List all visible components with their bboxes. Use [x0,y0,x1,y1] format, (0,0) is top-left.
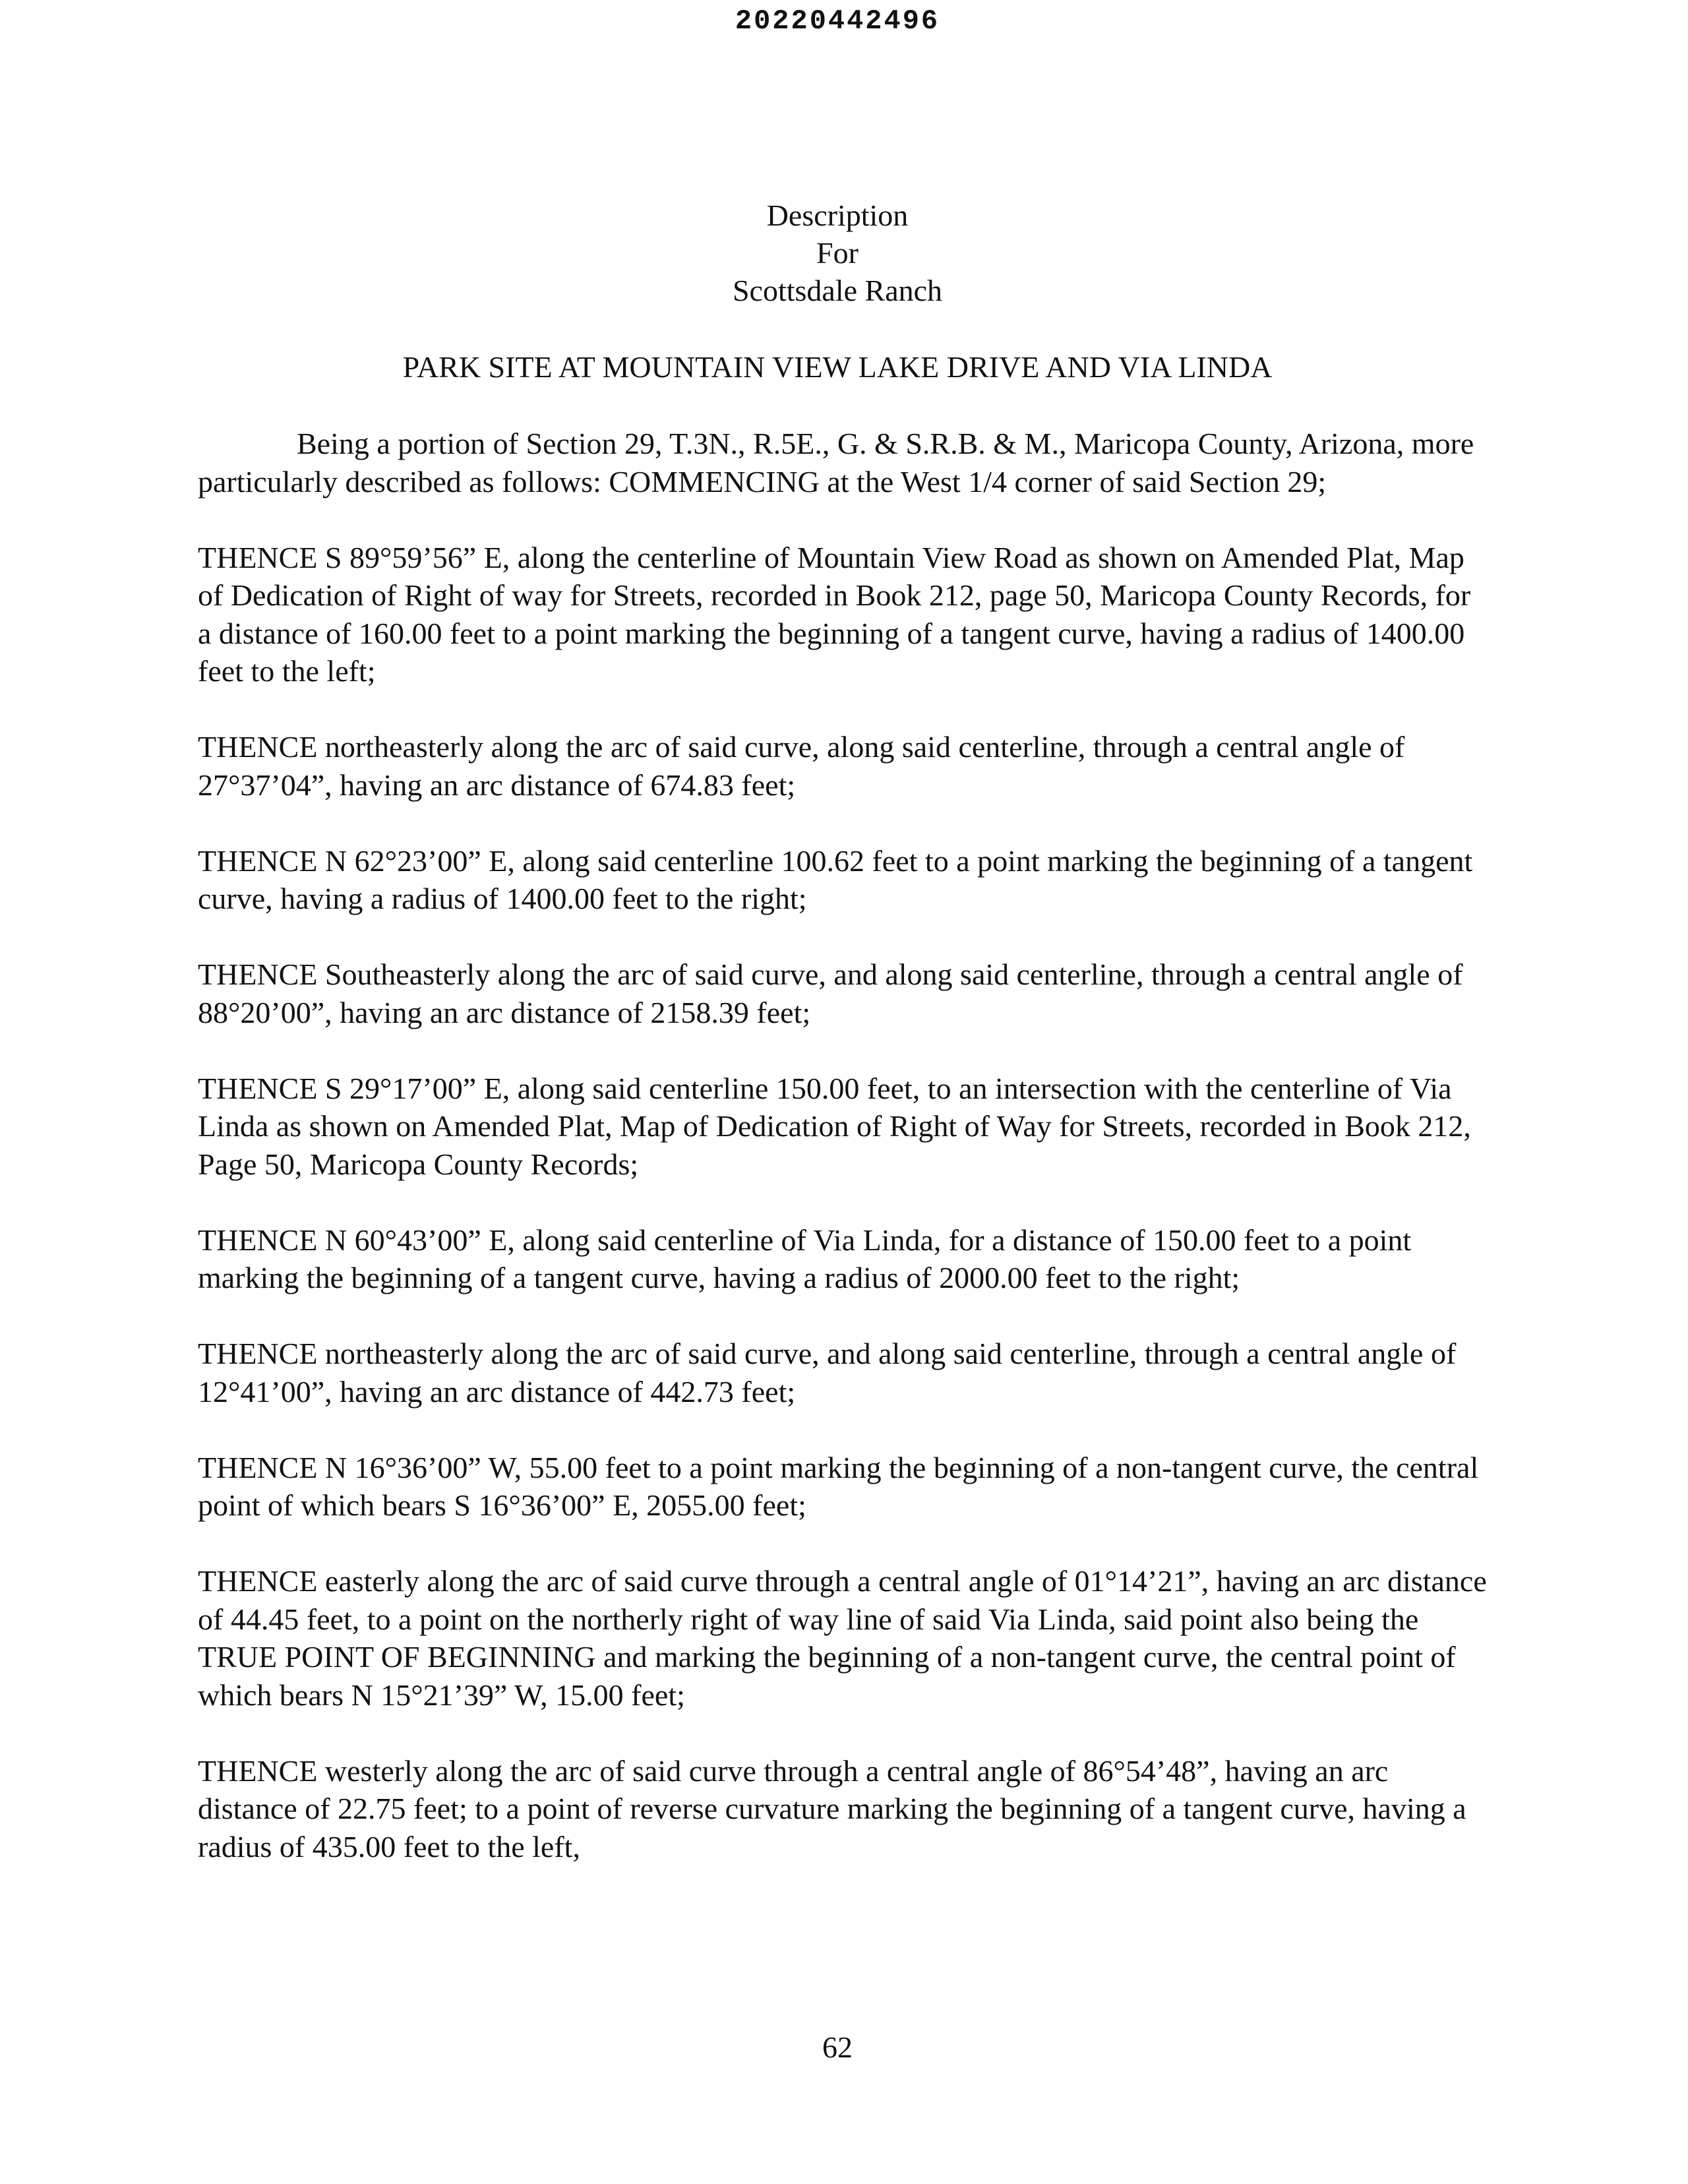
parcel-subtitle: PARK SITE AT MOUNTAIN VIEW LAKE DRIVE AND VIA LINDA [402,350,1273,384]
title-line-project: Scottsdale Ranch [732,274,943,307]
paragraph-intro: Being a portion of Section 29, T.3N., R.5E., G. & S.R.B. & M., Maricopa County, Arizona, more particularly described as follows: COMMENCING at the West 1/4 corner of said Section 29; [198,427,1474,499]
paragraph-course: THENCE westerly along the arc of said curve through a central angle of 86°54’48”, having an arc distance of 22.75 feet; to a point of reverse curvature marking the beginning of a tangent curve, having a radius of 435.00 feet to the left, [198,1753,1466,1864]
page-number: 62 [822,2030,853,2064]
recording-number: 20220442496 [735,5,940,37]
paragraph-course: THENCE easterly along the arc of said curve through a central angle of 01°14’21”, having an arc distance of 44.45 feet, to a point on the northerly right of way line of said Via Linda, said point also being the TRUE POINT OF BEGINNING and marking the beginning of a non-tangent curve, the central point of which bears N 15°21’39” W, 15.00 feet; [198,1564,1487,1712]
paragraph-course: THENCE S 29°17’00” E, along said centerline 150.00 feet, to an intersection with the centerline of Via Linda as shown on Amended Plat, Map of Dedication of Right of Way for Streets, recorded in Book 212, Page 50, Maricopa County Records; [198,1071,1471,1181]
title-line-description: Description [766,198,909,232]
title-line-for: For [816,236,859,270]
paragraph-course: THENCE S 89°59’56” E, along the centerline of Mountain View Road as shown on Amended Plat, Map of Dedication of Right of way for Streets, recorded in Book 212, page 50, Maricopa County Records, for a distance of 160.00 feet to a point marking the beginning of a tangent curve, having a radius of 1400.00 feet to the left; [198,540,1471,688]
paragraph-course: THENCE N 16°36’00” W, 55.00 feet to a point marking the beginning of a non-tangent curve, the central point of which bears S 16°36’00” E, 2055.00 feet; [198,1450,1479,1522]
paragraph-course: THENCE northeasterly along the arc of said curve, and along said centerline, through a central angle of 12°41’00”, having an arc distance of 442.73 feet; [198,1337,1457,1409]
legal-description-body [198,425,1490,1904]
title-block [0,197,1675,309]
paragraph-course: THENCE N 62°23’00” E, along said centerline 100.62 feet to a point marking the beginning of a tangent curve, having a radius of 1400.00 feet to the right; [198,843,1473,915]
paragraph-course: THENCE northeasterly along the arc of said curve, along said centerline, through a central angle of 27°37’04”, having an arc distance of 674.83 feet; [198,730,1405,802]
paragraph-course: THENCE N 60°43’00” E, along said centerline of Via Linda, for a distance of 150.00 feet to a point marking the beginning of a tangent curve, having a radius of 2000.00 feet to the right; [198,1223,1412,1294]
paragraph-course: THENCE Southeasterly along the arc of said curve, and along said centerline, through a central angle of 88°20’00”, having an arc distance of 2158.39 feet; [198,957,1463,1029]
